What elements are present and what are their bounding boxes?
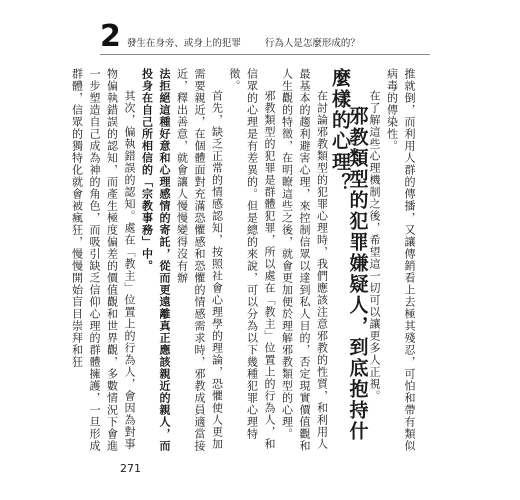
header-divider [100,54,430,55]
chapter-title: 發生在身旁、或身上的犯罪 [126,38,241,49]
section-title: 行為人是怎麼形成的？ [264,38,360,49]
page-number: 271 [120,462,141,475]
paragraph: 在討論邪教類型的犯罪心理時，我們應該注意邪教的性質，和利用人最基本的趨利避害心理，來控制信眾以達到私人目的，否定現實價值觀和人生觀的特徵，在明瞭這些之後，就會更加便於理解邪教類型的心理。 [280,68,329,452]
section-heading: 邪教類型的犯罪嫌疑人，到底抱持什麼樣的心理？ [329,68,369,442]
paragraph: 其次，偏執錯誤的認知。處在「教主」位置上的行為人，會因為對事物偏執錯誤的認知，而產生極度偏差的價值觀和世界觀，多數情況下會進一步塑造自己成為神的角色，而吸引缺乏信仰心理的群體擁護，一旦形成群體，信眾的獨特化就會被瘋狂，慢慢開始盲目崇拜和狂 [70,68,136,452]
paragraph: 首先，缺乏正常的情感認知，按照社會心理學的理論，恐懼使人更加需要親近，在個體面對充滿恐懼感和恐懼的情感需求時，邪教成員適當接近，釋出善意，就會讓人慢慢變得沒有辦 [175,68,224,452]
body-text [70,68,418,458]
paragraph: 推就倒，而利用人群的傳播，又讓傳銷看上去極其殘忍，可怕和帶有類似病毒的傳染性。 [385,68,416,452]
page-header [100,18,430,52]
paragraph: 邪教類型的犯罪是群體犯罪，所以處在「教主」位置上的行為人，和信眾的心理是有差異的。但是總的來說，可以分為以下幾種犯罪心理特徵。 [228,68,276,450]
paragraph: 在了解這些心理機制之後，希望這一切可以讓更多人正視。 [368,90,381,402]
paragraph-bold: 法拒絕這種好意和心理感情的寄託，從而更遠離真正應該親近的親人，而投身在自己所相信的「宗教事務」中。 [140,68,171,452]
chapter-number: 2 [100,19,121,54]
